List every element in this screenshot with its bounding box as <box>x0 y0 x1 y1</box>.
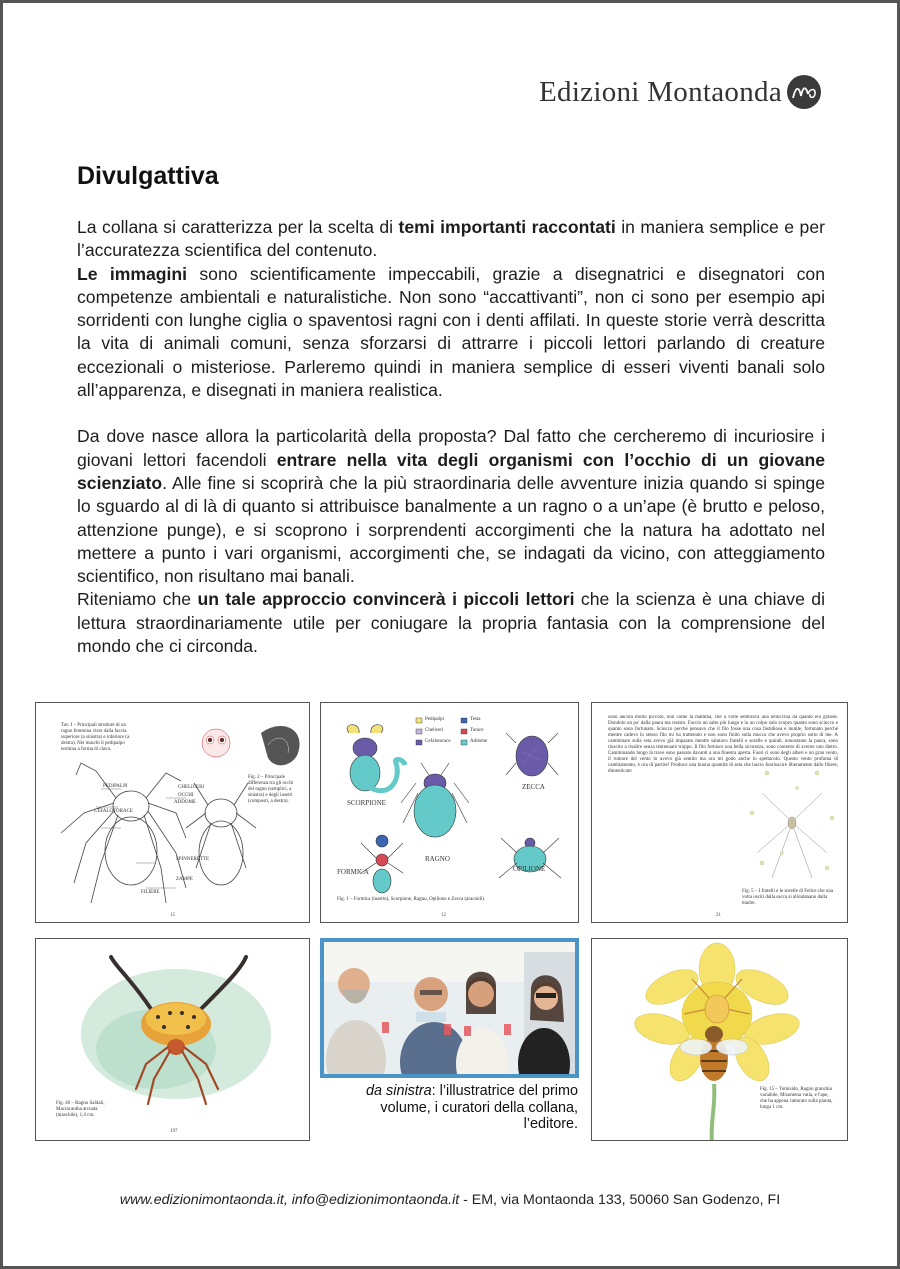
paragraph <box>77 263 825 403</box>
paragraph-text: sono scientificamente impeccabili, grazie a disegnatrici e disegnatori con competenze ambientali e naturalistiche. Non sono “accattivanti”, non ci sono per esempio api sorridenti con lunghe ciglia o spaventosi ragni con i denti affilati. In queste storie verrà descritta la vita di animali comuni, senza sforzarsi di attrarre i piccoli lettori parlando di creature eccezionali o misteriose. Parleremo quindi in maniera semplice di esseri viventi banali solo all’apparenza, e disegnati in maniera realistica. <box>77 263 825 401</box>
photo-caption-italic: da sinistra <box>366 1083 432 1099</box>
flower-bee-caption: Fig. 15 – Tomisido, Ragno granchio variabile, Misumena vatia, e l'ape, che ha appena catturato sulla pianta, lunga 1 cm. <box>760 1087 833 1110</box>
spiny-spider-page <box>35 938 310 1141</box>
publisher-name: Edizioni Montaonda <box>539 75 782 108</box>
page-number: 12 <box>441 913 446 918</box>
spider-anatomy-page <box>35 702 310 923</box>
flower-bee-page <box>591 938 848 1141</box>
legend-label: Pedipalpi <box>425 717 444 722</box>
paragraph <box>77 588 825 658</box>
spider-anatomy-caption-right: Fig. 2 – Principale differenza tra gli occhi del ragno (semplici, a sinistra) e degli insetti (composti, a destra). <box>248 775 294 804</box>
anatomy-label: ZAMPE <box>176 877 193 882</box>
description-text <box>77 216 825 658</box>
photo-caption <box>340 1083 578 1133</box>
species-label: SCORPIONE <box>347 799 386 807</box>
footer <box>0 1192 900 1208</box>
species-label: FORMICA <box>337 868 369 876</box>
page-number: 21 <box>716 913 721 918</box>
species-label: ZECCA <box>522 783 545 791</box>
paragraph-text: Da dove nasce allora la particolarità della proposta? Dal fatto che cercheremo di incuriosire i giovani lettori facendoli <box>77 426 825 470</box>
anatomy-label: OCCHI <box>178 793 194 798</box>
montaonda-logo-icon <box>786 74 822 110</box>
emphasis-text: temi importanti raccontati <box>398 217 616 237</box>
paragraph-text: La collana si caratterizza per la scelta di <box>77 217 399 237</box>
story-page <box>591 702 848 923</box>
species-label: RAGNO <box>425 855 450 863</box>
paragraph <box>77 425 825 588</box>
emphasis-text: un tale approccio convincerà i piccoli lettori <box>197 589 575 610</box>
arthropods-drawing <box>321 703 579 923</box>
team-photo <box>320 938 579 1078</box>
page-number: 15 <box>170 913 175 918</box>
paragraph-text: che la scienza è una chiave di lettura straordinariamente utile per coniugare la propria fantasia con la comprensione del mondo che ci circonda. <box>77 589 825 657</box>
emphasis-text: entrare nella vita degli organismi con l’occhio di un giovane scienziato <box>77 449 825 493</box>
anatomy-label: PEDIPALPI <box>103 784 128 789</box>
paragraph-text: in maniera semplice e per l’accuratezza scientifica del contenuto. <box>77 217 825 261</box>
species-label: OPILIONE <box>513 865 546 873</box>
team-photo-image <box>324 942 575 1074</box>
arthropods-caption: Fig. 1 – Formica (insetto), Scorpione, Ragno, Opilione e Zecca (aracnidi). <box>337 897 486 902</box>
emphasis-text: Le immagini <box>77 263 188 284</box>
story-text: sono ancora molto piccolo, non come la mamma, che a volte sembrava una lenticchia da quanto era grande. Dondolo un po' dalla paura ma resisto. Faccio un salto più lungo e in un colpo solo scopro quanto sono sciocco e quanto sono fortunato. Sciocco perché pensavo che il filo fosse una cosa fastidiosa e inutile, fortunato perché mentre cadevo lo stesso filo mi ha trattenuto e non sono finito sulla mucca che avevo proprio sotto di me. A camminare sulla seta avevo già imparato mentre salutavo fratelli e sorelle e quindi, nonostante la paura, sono riuscito a risalire senza tentennare troppo. Il filo fornisce una bella sicurezza, sono contento di averne uno dietro. Camminando lungo la trave sono passato davanti a una finestra aperta. Fuori ci sono degli alberi e un gran vento, il rumore del vento lo avevo già sentito ma ora mi godo anche lo spettacolo. Questo vento profuma di cambiamento, è ora di partire! Produco una buona quantità di seta che lascio fuoriuscire liberamente dalle filiere, dimenticato <box>608 715 838 774</box>
paragraph <box>77 216 825 263</box>
arthropods-page <box>320 702 579 923</box>
spider-anatomy-caption-left: Tav. I – Principali strutture di un ragno femmina visto dalla faccia superiore (a sinistra) e inferiore (a destra). Nei maschi il pedipalpo termina a forma di clava. <box>61 723 130 752</box>
legend-label: Testa <box>470 717 481 722</box>
page-number: 197 <box>170 1129 178 1134</box>
anatomy-label: FILIERE <box>141 890 160 895</box>
story-caption: Fig. 5 – I fratelli e le sorelle di Felice che una volta usciti dalla sacca si allontanano dalla madre. <box>742 889 834 906</box>
anatomy-label: SPINNERETTE <box>176 857 210 862</box>
photo-caption-rest: : l’illustratrice del primo volume, i curatori della collana, l’editore. <box>380 1083 578 1132</box>
legend-label: Addome <box>470 739 488 744</box>
section-title: Divulgattiva <box>77 162 219 190</box>
spiny-spider-caption: Fig. 40 – Ragno Saldali, Macracantha arcuata (maschile), 1,4 cm. <box>56 1101 105 1118</box>
paragraph-text: . Alle fine si scoprirà che la più straordinaria delle avventure inizia quando si spinge lo sguardo al di là di quanto si attribuisce banalmente a un ragno o a un’ape (è brutto e peloso, attenzione punge), e si scoprono i sorprendenti accorgimenti che la natura ha adottato nel mettere a punto i vari organismi, accorgimenti che, se indagati da vicino, con atteggiamento scientifico, non risultano mai banali. <box>77 472 825 587</box>
legend-label: Cefalotorace <box>425 739 451 744</box>
publisher-brand <box>539 74 822 110</box>
footer-links[interactable]: www.edizionimontaonda.it, info@edizionimontaonda.it <box>119 1192 460 1208</box>
legend-label: Torace <box>470 728 484 733</box>
footer-address: - EM, via Montaonda 133, 50060 San Godenzo, FI <box>459 1192 781 1208</box>
anatomy-label: ADDOME <box>174 800 196 805</box>
anatomy-label: CHELICERI <box>178 785 205 790</box>
legend-label: Cheliceri <box>425 728 444 733</box>
paragraph-text: Riteniamo che <box>77 589 198 610</box>
anatomy-label: CEFALOTORACE <box>94 809 133 814</box>
